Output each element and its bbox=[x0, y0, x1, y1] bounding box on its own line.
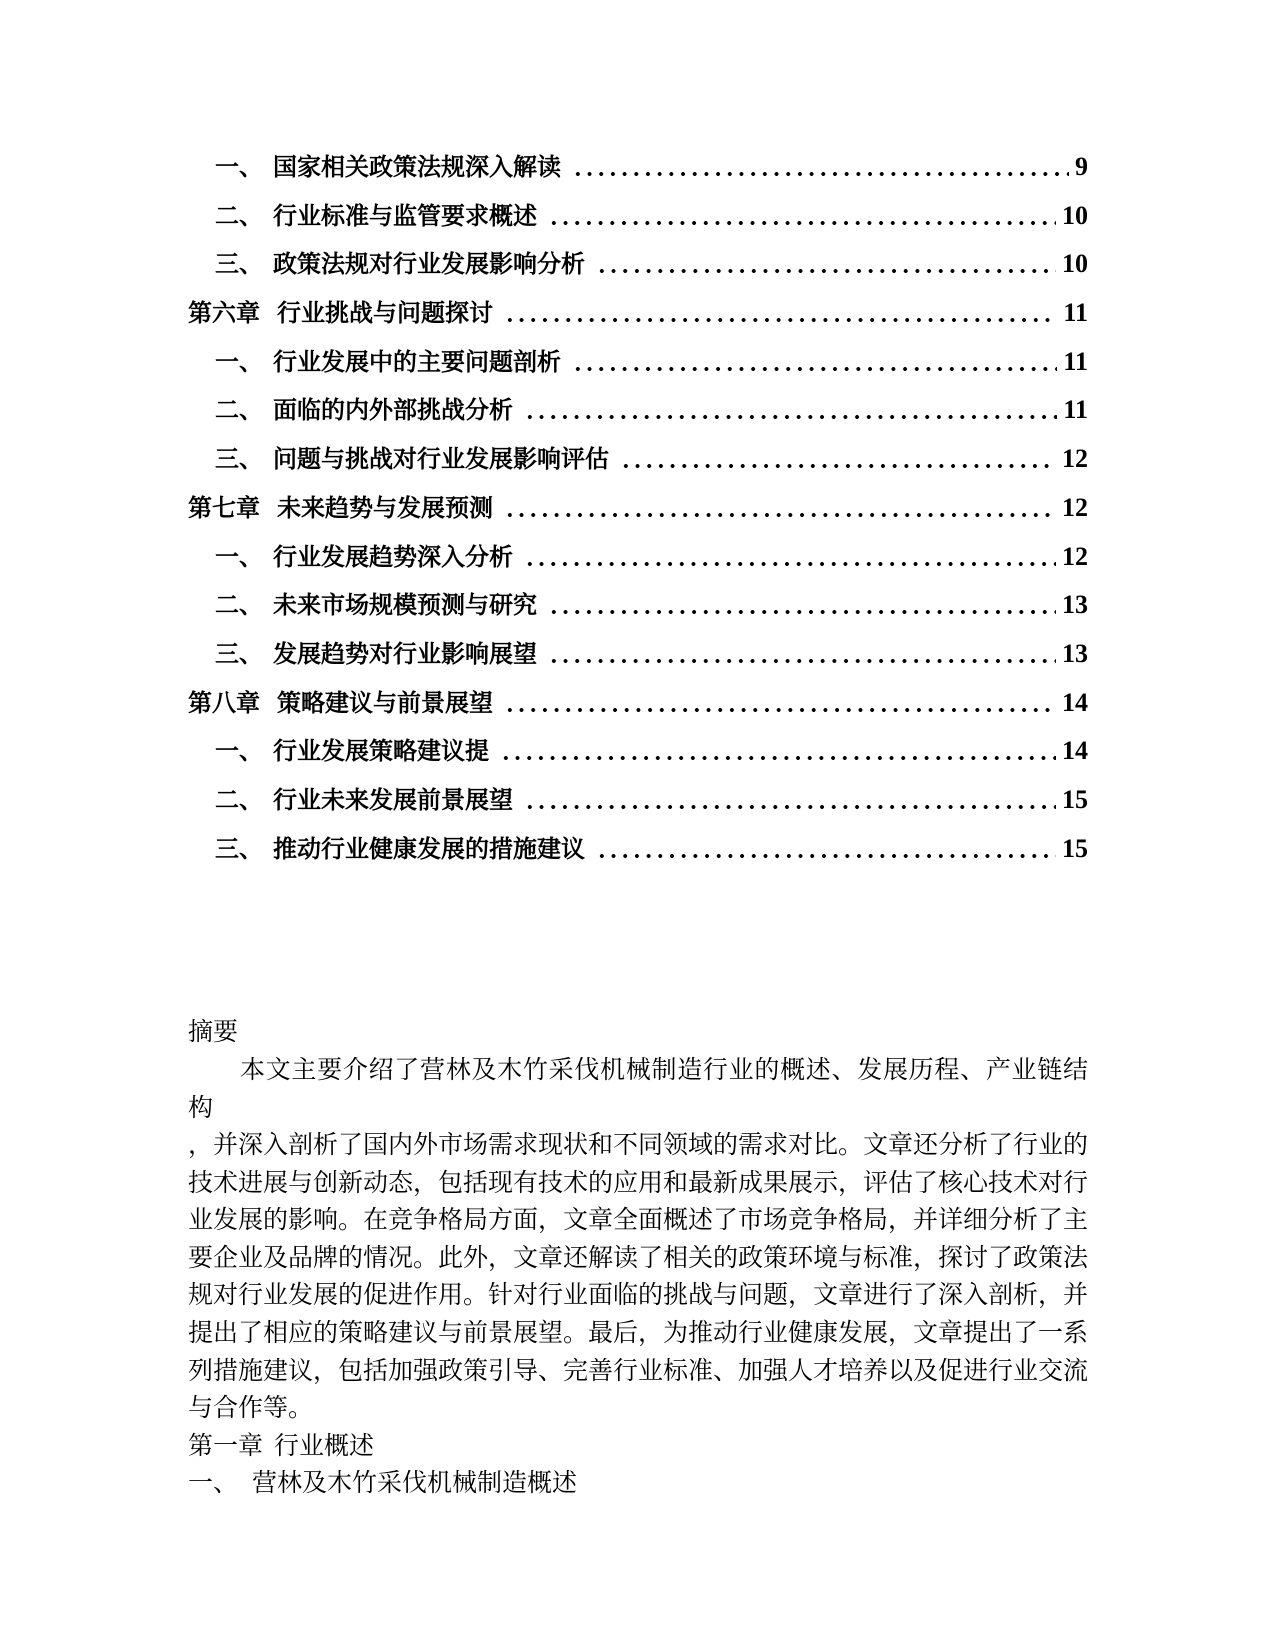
dot-leader bbox=[594, 825, 1056, 874]
toc-entry bbox=[188, 338, 1088, 387]
toc-entry-title: 问题与挑战对行业发展影响评估 bbox=[273, 446, 609, 474]
toc-page-number: 14 bbox=[1062, 687, 1088, 717]
toc-page-number: 9 bbox=[1075, 152, 1088, 181]
toc-entry-label: 三、 bbox=[215, 251, 263, 279]
abstract-line: 要企业及品牌的情况。此外，文章还解读了相关的政策环境与标准，探讨了政策法 bbox=[188, 1244, 1089, 1272]
abstract-line: 技术进展与创新动态，包括现有技术的应用和最新成果展示，评估了核心技术对行 bbox=[188, 1169, 1089, 1197]
toc-page-number: 13 bbox=[1062, 590, 1088, 620]
toc-entry bbox=[188, 435, 1088, 484]
dot-leader bbox=[570, 143, 1069, 192]
toc-page-number: 12 bbox=[1062, 541, 1088, 571]
toc-entry-title: 政策法规对行业发展影响分析 bbox=[273, 251, 585, 279]
dot-leader bbox=[498, 727, 1056, 776]
abstract-paragraph bbox=[188, 1052, 1088, 1428]
toc-entry-title: 行业标准与监管要求概述 bbox=[273, 202, 537, 230]
toc-page-number: 11 bbox=[1063, 298, 1088, 328]
section-one-title: 营林及木竹采伐机械制造概述 bbox=[252, 1470, 578, 1498]
toc-entry-title: 未来市场规模预测与研究 bbox=[273, 592, 537, 620]
toc-entry-title: 行业发展中的主要问题剖析 bbox=[273, 348, 561, 376]
abstract-line: 与合作等。 bbox=[188, 1395, 314, 1423]
toc-entry bbox=[188, 581, 1088, 630]
toc-page-number: 11 bbox=[1063, 346, 1088, 376]
toc-entry-label: 三、 bbox=[215, 835, 263, 863]
chapter-one-heading bbox=[188, 1428, 1088, 1466]
toc-entry bbox=[188, 679, 1088, 728]
toc-entry-title: 国家相关政策法规深入解读 bbox=[273, 154, 561, 181]
abstract-line: 列措施建议，包括加强政策引导、完善行业标准、加强人才培养以及促进行业交流 bbox=[188, 1357, 1089, 1385]
dot-leader bbox=[502, 679, 1056, 728]
toc-entry-label: 第八章 bbox=[188, 689, 260, 717]
toc-entry-label: 一、 bbox=[215, 154, 263, 181]
toc-page-number: 11 bbox=[1063, 395, 1088, 425]
toc-page-number: 10 bbox=[1062, 200, 1088, 230]
toc-entry bbox=[188, 386, 1088, 435]
abstract-section bbox=[188, 1014, 1088, 1428]
toc-entry-label: 二、 bbox=[215, 202, 263, 230]
toc-page-number: 15 bbox=[1062, 833, 1088, 863]
toc-entry-label: 一、 bbox=[215, 348, 263, 376]
toc-page-number: 15 bbox=[1062, 784, 1088, 814]
dot-leader bbox=[570, 338, 1057, 387]
toc-entry-title: 行业发展趋势深入分析 bbox=[273, 543, 513, 571]
toc-page-number: 12 bbox=[1062, 444, 1088, 474]
toc-entry-label: 二、 bbox=[215, 592, 263, 620]
toc-entry-label: 二、 bbox=[215, 397, 263, 425]
toc-entry-title: 行业挑战与问题探讨 bbox=[277, 300, 493, 328]
toc-entry bbox=[188, 484, 1088, 533]
table-of-contents bbox=[188, 0, 1088, 873]
section-one-label: 一、 bbox=[188, 1470, 239, 1498]
toc-entry bbox=[188, 533, 1088, 582]
toc-entry-title: 推动行业健康发展的措施建议 bbox=[273, 835, 585, 863]
abstract-heading: 摘要 bbox=[188, 1019, 239, 1047]
toc-entry bbox=[188, 289, 1088, 338]
dot-leader bbox=[546, 581, 1056, 630]
chapter-one-title: 行业概述 bbox=[274, 1432, 375, 1460]
toc-page-number: 14 bbox=[1062, 736, 1088, 766]
toc-entry-label: 三、 bbox=[215, 640, 263, 668]
abstract-line: 提出了相应的策略建议与前景展望。最后，为推动行业健康发展，文章提出了一系 bbox=[188, 1320, 1089, 1348]
toc-entry bbox=[188, 630, 1088, 679]
toc-entry bbox=[188, 240, 1088, 289]
toc-page-number: 12 bbox=[1062, 492, 1088, 522]
toc-entry bbox=[188, 192, 1088, 241]
toc-entry-label: 第六章 bbox=[188, 300, 260, 328]
abstract-line: 本文主要介绍了营林及木竹采伐机械制造行业的概述、发展历程、产业链结构 bbox=[188, 1056, 1088, 1122]
dot-leader bbox=[546, 192, 1056, 241]
toc-entry-label: 第七章 bbox=[188, 494, 260, 522]
dot-leader bbox=[594, 240, 1056, 289]
toc-entry-title: 行业未来发展前景展望 bbox=[273, 786, 513, 814]
dot-leader bbox=[502, 484, 1056, 533]
dot-leader bbox=[522, 386, 1057, 435]
dot-leader bbox=[546, 630, 1056, 679]
toc-entry-title: 策略建议与前景展望 bbox=[277, 689, 493, 717]
toc-page-number: 10 bbox=[1062, 249, 1088, 279]
abstract-line: 业发展的影响。在竞争格局方面，文章全面概述了市场竞争格局，并详细分析了主 bbox=[188, 1207, 1089, 1235]
toc-entry-title: 未来趋势与发展预测 bbox=[277, 494, 493, 522]
dot-leader bbox=[502, 289, 1057, 338]
dot-leader bbox=[618, 435, 1056, 484]
section-one-heading bbox=[188, 1465, 1088, 1503]
toc-entry-label: 一、 bbox=[215, 738, 263, 766]
dot-leader bbox=[522, 533, 1056, 582]
abstract-line: ，并深入剖析了国内外市场需求现状和不同领域的需求对比。文章还分析了行业的 bbox=[188, 1132, 1089, 1160]
page-content bbox=[188, 0, 1088, 1503]
toc-entry-title: 面临的内外部挑战分析 bbox=[273, 397, 513, 425]
toc-entry-label: 三、 bbox=[215, 446, 263, 474]
toc-entry bbox=[188, 776, 1088, 825]
toc-entry-label: 一、 bbox=[215, 543, 263, 571]
toc-entry bbox=[188, 825, 1088, 874]
toc-page-number: 13 bbox=[1062, 638, 1088, 668]
toc-entry bbox=[188, 727, 1088, 776]
toc-entry-title: 发展趋势对行业影响展望 bbox=[273, 640, 537, 668]
toc-entry bbox=[188, 143, 1088, 192]
toc-entry-title: 行业发展策略建议提 bbox=[273, 738, 489, 766]
dot-leader bbox=[522, 776, 1056, 825]
chapter-one-label: 第一章 bbox=[188, 1432, 264, 1460]
toc-entry-label: 二、 bbox=[215, 786, 263, 814]
abstract-line: 规对行业发展的促进作用。针对行业面临的挑战与问题，文章进行了深入剖析，并 bbox=[188, 1282, 1089, 1310]
